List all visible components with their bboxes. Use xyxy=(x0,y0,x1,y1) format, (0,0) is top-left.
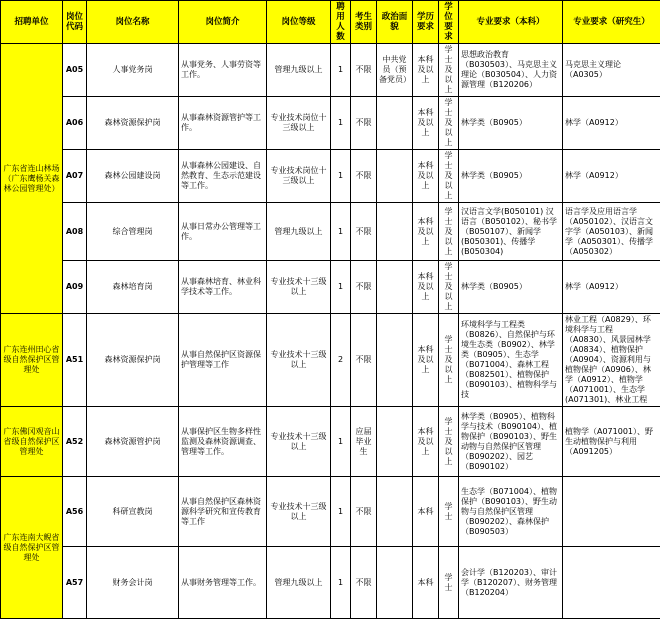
job-edu: 本科及以上 xyxy=(413,97,439,150)
job-edu: 本科 xyxy=(413,477,439,547)
table-row xyxy=(1,150,660,203)
job-count: 1 xyxy=(331,477,351,547)
job-count: 1 xyxy=(331,44,351,97)
table-row xyxy=(1,203,660,261)
job-degree: 学士 xyxy=(439,477,459,547)
job-code: A52 xyxy=(63,407,87,477)
job-name: 综合管理岗 xyxy=(87,203,179,261)
job-code: A05 xyxy=(63,44,87,97)
job-political xyxy=(377,261,413,314)
job-degree: 学士及以上 xyxy=(439,44,459,97)
job-category: 不限 xyxy=(351,150,377,203)
job-intro: 从事日常办公管理等工作。 xyxy=(179,203,267,261)
job-political: 中共党员（预备党员） xyxy=(377,44,413,97)
job-major-pg: 马克思主义理论（A0305） xyxy=(563,44,660,97)
job-major-pg: 林学（A0912） xyxy=(563,97,660,150)
job-level: 管理九级以上 xyxy=(267,44,331,97)
job-edu: 本科及以上 xyxy=(413,261,439,314)
job-level: 专业技术十三级以上 xyxy=(267,407,331,477)
job-level: 专业技术岗位十三级以上 xyxy=(267,150,331,203)
job-major-pg: 植物学（A071001）、野生动植物保护与利用（A091205） xyxy=(563,407,660,477)
header-level: 岗位等级 xyxy=(267,1,331,44)
job-political xyxy=(377,150,413,203)
job-count: 1 xyxy=(331,203,351,261)
unit-cell: 广东连州田心省级自然保护区管理处 xyxy=(1,314,63,407)
job-code: A06 xyxy=(63,97,87,150)
job-intro: 从事保护区生物多样性监测及森林资源调查、管理等工作。 xyxy=(179,407,267,477)
job-count: 1 xyxy=(331,261,351,314)
job-major-ug: 会计学（B120203）、审计学（B120207）、财务管理（B120204） xyxy=(459,547,563,619)
job-major-pg: 林学（A0912） xyxy=(563,150,660,203)
job-name: 科研宣教岗 xyxy=(87,477,179,547)
job-major-ug: 汉语言文学(B050101) 汉语言（B050102）、秘书学（B050107）、新闻学(B050301)、传播学(B050304) xyxy=(459,203,563,261)
job-major-pg: 林业工程（A0829）、环境科学与工程（A0830）、风景园林学（A0834）、植物保护（A0904）、资源利用与植物保护（A0906）、林学（A0912）、植物学（A071001）、生态学(A071301)、林业工程 xyxy=(563,314,660,407)
job-category: 不限 xyxy=(351,314,377,407)
job-major-ug: 林学类（B0905） xyxy=(459,97,563,150)
job-edu: 本科及以上 xyxy=(413,203,439,261)
job-major-ug: 林学类（B0905） xyxy=(459,150,563,203)
header-count: 聘用人数 xyxy=(331,1,351,44)
header-code: 岗位代码 xyxy=(63,1,87,44)
job-edu: 本科及以上 xyxy=(413,314,439,407)
job-count: 2 xyxy=(331,314,351,407)
job-political xyxy=(377,203,413,261)
job-degree: 学士及以上 xyxy=(439,150,459,203)
job-category: 不限 xyxy=(351,97,377,150)
job-political xyxy=(377,97,413,150)
unit-cell: 广东连南大鲵省级自然保护区管理处 xyxy=(1,477,63,619)
job-code: A57 xyxy=(63,547,87,619)
job-political xyxy=(377,314,413,407)
header-category: 考生类别 xyxy=(351,1,377,44)
job-degree: 学士及以上 xyxy=(439,261,459,314)
job-count: 1 xyxy=(331,97,351,150)
job-major-pg: 语言学及应用语言学（A050102）、汉语言文字学（A050103）、新闻学（A050301）、传播学（A050302） xyxy=(563,203,660,261)
job-count: 1 xyxy=(331,547,351,619)
header-edu: 学历要求 xyxy=(413,1,439,44)
job-intro: 从事森林培育、林业科学技术等工作。 xyxy=(179,261,267,314)
job-count: 1 xyxy=(331,407,351,477)
header-degree: 学位要求 xyxy=(439,1,459,44)
table-row xyxy=(1,477,660,547)
job-level: 专业技术岗位十三级以上 xyxy=(267,97,331,150)
job-level: 管理九级以上 xyxy=(267,547,331,619)
job-code: A08 xyxy=(63,203,87,261)
job-edu: 本科及以上 xyxy=(413,407,439,477)
job-degree: 学士及以上 xyxy=(439,314,459,407)
job-code: A07 xyxy=(63,150,87,203)
job-name: 森林培育岗 xyxy=(87,261,179,314)
job-category: 不限 xyxy=(351,261,377,314)
job-level: 管理九级以上 xyxy=(267,203,331,261)
job-major-pg: 林学（A0912） xyxy=(563,261,660,314)
job-name: 财务会计岗 xyxy=(87,547,179,619)
job-intro: 从事森林公园建设、自然教育、生态示范建设等工作。 xyxy=(179,150,267,203)
job-major-pg xyxy=(563,477,660,547)
job-intro: 从事财务管理等工作。 xyxy=(179,547,267,619)
job-category: 应届毕业生 xyxy=(351,407,377,477)
job-intro: 从事自然保护区资源保护管理等工作 xyxy=(179,314,267,407)
header-unit: 招聘单位 xyxy=(1,1,63,44)
job-major-pg xyxy=(563,547,660,619)
job-code: A56 xyxy=(63,477,87,547)
job-category: 不限 xyxy=(351,44,377,97)
job-category: 不限 xyxy=(351,547,377,619)
job-intro: 从事党务、人事劳资等工作。 xyxy=(179,44,267,97)
job-code: A09 xyxy=(63,261,87,314)
job-name: 森林资源管护岗 xyxy=(87,407,179,477)
job-edu: 本科及以上 xyxy=(413,44,439,97)
job-political xyxy=(377,547,413,619)
job-major-ug: 思想政治教育（B030503）、马克思主义理论（B030504）、人力资源管理（B120206） xyxy=(459,44,563,97)
header-row xyxy=(1,1,660,44)
job-name: 森林资源保护岗 xyxy=(87,97,179,150)
header-major-ug: 专业要求（本科） xyxy=(459,1,563,44)
job-political xyxy=(377,407,413,477)
job-major-ug: 林学类（B0905）、植物科学与技术（B090104）、植物保护（B090103）、野生动物与自然保护区管理（B090202）、园艺（B090102） xyxy=(459,407,563,477)
job-name: 森林公园建设岗 xyxy=(87,150,179,203)
header-major-pg: 专业要求（研究生） xyxy=(563,1,660,44)
table-row xyxy=(1,547,660,619)
job-level: 专业技术十三级以上 xyxy=(267,477,331,547)
table-row xyxy=(1,97,660,150)
job-degree: 学士 xyxy=(439,547,459,619)
header-name: 岗位名称 xyxy=(87,1,179,44)
job-major-ug: 环境科学与工程类（B0826）、自然保护与环境生态类（B0902）、林学类（B0905）、生态学（B071004）、森林工程（B082501）、植物保护（B090103）、植物科学与技 xyxy=(459,314,563,407)
job-count: 1 xyxy=(331,150,351,203)
header-political: 政治面貌 xyxy=(377,1,413,44)
header-intro: 岗位简介 xyxy=(179,1,267,44)
job-degree: 学士及以上 xyxy=(439,203,459,261)
unit-cell: 广东省连山林场（广东鹰杨关森林公园管理处） xyxy=(1,44,63,314)
job-political xyxy=(377,477,413,547)
job-level: 专业技术十三级以上 xyxy=(267,261,331,314)
job-level: 专业技术十三级以上 xyxy=(267,314,331,407)
job-major-ug: 生态学（B071004）、植物保护（B090103）、野生动物与自然保护区管理（B090202）、森林保护（B090503） xyxy=(459,477,563,547)
table-row xyxy=(1,314,660,407)
unit-cell: 广东佛冈观音山省级自然保护区管理处 xyxy=(1,407,63,477)
job-intro: 从事自然保护区森林资源科学研究和宣传教育等工作 xyxy=(179,477,267,547)
job-major-ug: 林学类（B0905） xyxy=(459,261,563,314)
job-name: 森林资源保护岗 xyxy=(87,314,179,407)
job-degree: 学士及以上 xyxy=(439,407,459,477)
table-row xyxy=(1,261,660,314)
table-row xyxy=(1,44,660,97)
job-edu: 本科及以上 xyxy=(413,150,439,203)
job-category: 不限 xyxy=(351,477,377,547)
table-row xyxy=(1,407,660,477)
job-name: 人事党务岗 xyxy=(87,44,179,97)
job-code: A51 xyxy=(63,314,87,407)
job-edu: 本科 xyxy=(413,547,439,619)
job-category: 不限 xyxy=(351,203,377,261)
job-intro: 从事森林资源管护等工作。 xyxy=(179,97,267,150)
job-degree: 学士及以上 xyxy=(439,97,459,150)
